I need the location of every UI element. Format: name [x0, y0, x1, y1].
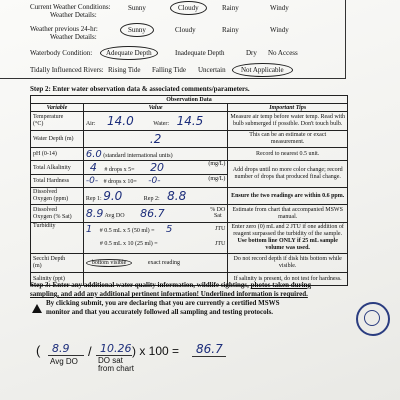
hardness-drops-value[interactable]: -0-	[85, 176, 99, 186]
calc-result-value: 86.7	[196, 342, 223, 356]
tidal-option-uncertain[interactable]: Uncertain	[198, 66, 226, 74]
prev-option-windy[interactable]: Windy	[270, 26, 289, 34]
hardness-cell	[83, 175, 228, 188]
do-label: Dissolved Oxygen (ppm)	[31, 188, 84, 205]
step2-title: Step 2: Enter water observation data & associated comments/parameters.	[30, 85, 250, 93]
do-sat-cell	[83, 205, 228, 223]
tidal-option-not-applicable-circled[interactable]: Not Applicable	[232, 63, 293, 77]
alkalinity-tip: Add drops until no more color change; record number of drops that produced final change.	[228, 161, 348, 188]
salinity-label: Salinity (ppt)	[31, 273, 84, 286]
warning-line1: By clicking submit, you are declaring that you are currently a certified MSWS	[46, 299, 280, 307]
secchi-option-bottom-visible-circled[interactable]: bottom visible	[86, 259, 133, 267]
step3-line2: sampling, and add any additional pertinent information! Underlined information is required.	[30, 290, 308, 298]
table-row-depth	[31, 131, 348, 148]
hardness-value[interactable]: -0-	[148, 176, 161, 186]
current-option-sunny[interactable]: Sunny	[128, 4, 146, 12]
turbidity-val2[interactable]: 5	[166, 224, 173, 235]
hardness-unit: (mg/L)	[208, 176, 226, 182]
depth-tip: This can be an estimate or exact measurement.	[228, 131, 348, 148]
tidal-option-rising[interactable]: Rising Tide	[108, 66, 141, 74]
secchi-tip: Do not record depth if disk hits bottom while visible.	[228, 254, 348, 273]
calc-sat-label: DO sat from chart	[98, 356, 135, 373]
alkalinity-cell	[83, 161, 228, 175]
turbidity-val1[interactable]: 1	[85, 224, 93, 235]
turbidity-cell	[83, 223, 228, 254]
current-option-cloudy-circled[interactable]: Cloudy	[170, 1, 207, 15]
ph-unit: (standard international units)	[103, 152, 173, 159]
do-pct-value[interactable]: 86.7	[140, 207, 165, 220]
table-title: Observation Data	[31, 96, 348, 104]
col-value: Value	[83, 104, 228, 112]
temperature-values	[83, 112, 228, 131]
ph-tip: Record to nearest 0.5 unit.	[228, 148, 348, 161]
tidal-label: Tidally Influenced Rivers:	[30, 66, 104, 74]
depth-label: Water Depth (m)	[31, 131, 84, 148]
turbidity-tip: Enter zero (0) mL and 2 JTU if one addition of reagent surpassed the turbidity of the sample. Use bottom line ONLY if 25 mL sample volume was used.	[228, 223, 348, 254]
calc-open-paren: (	[36, 343, 41, 358]
waterbody-option-adequate-circled[interactable]: Adequate Depth	[100, 46, 158, 60]
table-row-turbidity	[31, 223, 348, 254]
calc-avg-label: Avg DO	[50, 357, 78, 366]
waterbody-option-no-access[interactable]: No Access	[268, 49, 298, 57]
step3-line1: Step 3: Enter any additional water quality information, wildlife sightings, photos taken during	[30, 281, 311, 289]
current-weather-details-label: Weather Details:	[50, 11, 97, 19]
hardness-mult-label: # drops x 10=	[103, 179, 137, 185]
table-row-secchi	[31, 254, 348, 273]
temperature-tip: Measure air temp before water temp. Read with bulb submerged if possible. Don't touch bulb.	[228, 112, 348, 131]
alkalinity-drops-value[interactable]: 4	[89, 161, 97, 174]
do-rep2-value[interactable]: 8.8	[167, 189, 187, 203]
col-variable: Variable	[31, 104, 84, 112]
turbidity-label: Turbidity	[31, 223, 84, 254]
prev-option-sunny-circled[interactable]: Sunny	[120, 23, 154, 37]
water-label: Water:	[153, 121, 170, 127]
msws-seal-logo	[356, 302, 390, 336]
alkalinity-label: Total Alkalinity	[31, 161, 84, 175]
alkalinity-value[interactable]: 20	[150, 161, 165, 174]
alkalinity-mult-label: # drops x 5=	[104, 167, 135, 173]
turbidity-line2: # 0.5 mL x 10 (25 ml) =	[99, 241, 158, 247]
water-temp-value[interactable]: 14.5	[176, 114, 204, 128]
do-cell	[83, 188, 228, 205]
do-rep1-value[interactable]: 9.0	[103, 189, 123, 203]
calc-avg-line	[48, 355, 84, 356]
turbidity-unit2: JTU	[215, 241, 226, 247]
table-row-temperature	[31, 112, 348, 131]
prev-weather-label: Weather previous 24-hr:	[30, 25, 98, 33]
table-row-ph	[31, 148, 348, 161]
depth-cell	[83, 131, 228, 148]
air-label: Air:	[85, 121, 96, 127]
calc-avg-value: 8.9	[52, 342, 70, 355]
col-tips: Important Tips	[228, 104, 348, 112]
table-row-do-sat	[31, 205, 348, 223]
prev-weather-details-label: Weather Details:	[50, 33, 97, 41]
table-row-alkalinity	[31, 161, 348, 175]
calc-operator: ) x 100 =	[132, 344, 180, 358]
do-tip: Ensure the two readings are within 0.6 ppm.	[228, 188, 348, 205]
observation-data-table	[30, 95, 348, 286]
warning-icon	[32, 300, 42, 318]
warning-line2: monitor and that you accurately followed all sampling and testing protocols.	[46, 308, 274, 316]
do-avg-label: Avg DO	[104, 213, 125, 219]
ph-cell	[83, 148, 228, 161]
temperature-label: Temperature (°C)	[31, 112, 84, 131]
secchi-option-exact[interactable]: exact reading	[147, 260, 180, 266]
prev-option-cloudy[interactable]: Cloudy	[175, 26, 196, 34]
do-sat-label: Dissolved Oxygen (% Sat)	[31, 205, 84, 223]
salinity-tip: If salinity is present, do not test for hardness.	[228, 273, 348, 286]
depth-value[interactable]: .2	[149, 132, 162, 146]
hardness-label: Total Hardness	[31, 175, 84, 188]
tidal-option-falling[interactable]: Falling Tide	[152, 66, 187, 74]
current-weather-label: Current Weather Conditions:	[30, 3, 111, 11]
calc-sat-value: 10.26	[100, 342, 132, 355]
waterbody-option-inadequate[interactable]: Inadequate Depth	[175, 49, 225, 57]
do-sat-tip: Estimate from chart that accompanied MSWS manual.	[228, 205, 348, 223]
calc-divide: /	[88, 344, 92, 359]
secchi-cell	[83, 254, 228, 273]
calc-result-line	[192, 356, 226, 357]
do-rep2-label: Rep 2:	[143, 196, 160, 202]
do-avg-value[interactable]: 8.9	[85, 207, 104, 220]
current-option-windy[interactable]: Windy	[270, 4, 289, 12]
alkalinity-unit: (mg/L)	[208, 161, 226, 167]
prev-option-rainy[interactable]: Rainy	[222, 26, 239, 34]
do-rep1-label: Rep 1:	[85, 196, 102, 202]
turbidity-unit1: JTU	[215, 226, 226, 232]
waterbody-option-dry[interactable]: Dry	[246, 49, 257, 57]
do-pct-label: % DO Sat	[210, 207, 226, 219]
ph-label: pH (0-14)	[31, 148, 84, 161]
air-temp-value[interactable]: 14.0	[107, 114, 134, 128]
ph-value[interactable]: 6.0	[85, 148, 102, 160]
waterbody-label: Waterbody Condition:	[30, 49, 93, 57]
current-option-rainy[interactable]: Rainy	[222, 4, 239, 12]
turbidity-line1: # 0.5 mL x 5 (50 ml) =	[99, 228, 155, 234]
table-row-do	[31, 188, 348, 205]
secchi-label: Secchi Depth (m)	[31, 254, 84, 273]
